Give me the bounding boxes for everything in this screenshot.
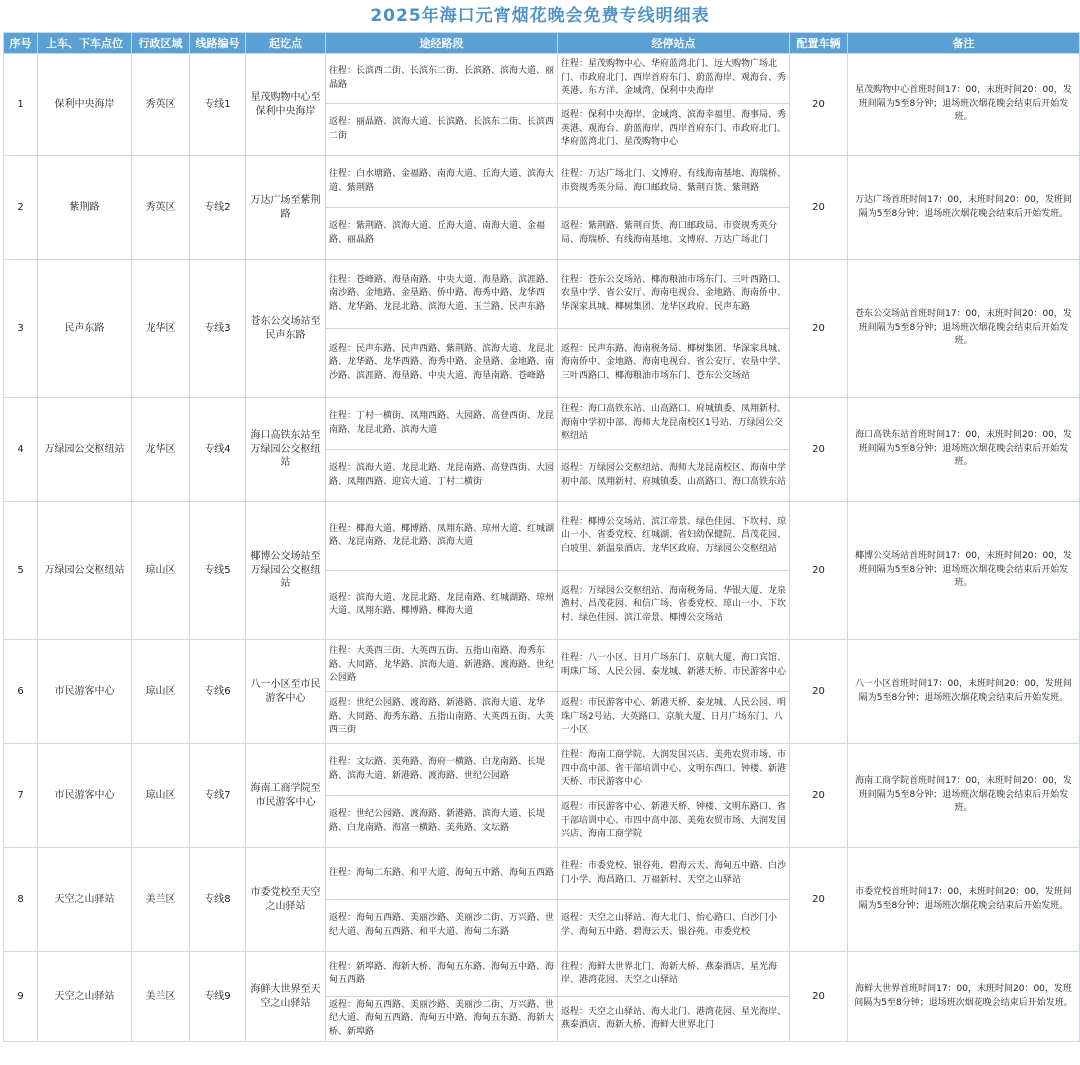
row-note: 海南工商学院首班时间17：00，末班时间20：00，发班间隔为5至8分钟；退场班次烟花晚会结束后开始发班。 bbox=[848, 744, 1080, 848]
row-note: 海鲜大世界首班时间17：00，末班时间20：00，发班间隔为5至8分钟；退场班次烟花晚会结束后开始发班。 bbox=[848, 952, 1080, 1042]
row-route-back: 返程：海甸五西路、美丽沙路、美丽沙二街、万兴路、世纪大道、海甸五西路、和平大道、海甸二东路 bbox=[326, 900, 558, 952]
row-stops-back: 返程：保利中央海岸、金域湾、滨海幸福里、海事局、秀英港、观海台、蔚蓝海岸、西岸首府东门、市政府北门、华府蓝湾北门、星茂购物中心 bbox=[558, 104, 790, 156]
row-route-out: 往程：长滨西二街、长滨东二街、长滨路、滨海大道、丽晶路 bbox=[326, 54, 558, 104]
table-row bbox=[4, 156, 1080, 208]
row-point: 保利中央海岸 bbox=[38, 54, 132, 156]
row-no: 3 bbox=[4, 260, 38, 398]
row-no: 4 bbox=[4, 398, 38, 502]
row-stops-back: 返程：民声东路、海南税务局、椰树集团、华深家具城、海南侨中、金地路、海南电视台、省公安厅、农垦中学、三叶西路口、椰海粮油市场东门、苍东公交场站 bbox=[558, 329, 790, 398]
row-line: 专线1 bbox=[190, 54, 246, 156]
row-route-out: 往程：大英西三街、大英西五街、五指山南路、海秀东路、大同路、龙华路、滨海大道、新港路、渡海路、世纪公园路 bbox=[326, 640, 558, 692]
row-district: 美兰区 bbox=[132, 848, 190, 952]
table-row bbox=[4, 848, 1080, 900]
row-line: 专线6 bbox=[190, 640, 246, 744]
row-route-out: 往程：丁村一横街、凤翔西路、大园路、高登西街、龙昆南路、龙昆北路、滨海大道 bbox=[326, 398, 558, 450]
row-od: 椰博公交场站至万绿园公交枢纽站 bbox=[246, 502, 326, 640]
row-note: 市委党校首班时间17：00，末班时间20：00，发班间隔为5至8分钟；退场班次烟花晚会结束后开始发班。 bbox=[848, 848, 1080, 952]
header-row bbox=[4, 33, 1080, 54]
row-note: 海口高铁东站首班时间17：00，末班时间20：00，发班间隔为5至8分钟；退场班次烟花晚会结束后开始发班。 bbox=[848, 398, 1080, 502]
row-vehicles: 20 bbox=[790, 848, 848, 952]
row-stops-back: 返程：紫荆路、紫荆百货、海口邮政局、市资规秀英分局、海瑞桥、有线海南基地、文博府、万达广场北门 bbox=[558, 208, 790, 260]
row-line: 专线5 bbox=[190, 502, 246, 640]
row-route-out: 往程：文坛路、美苑路、海府一横路、白龙南路、长堤路、滨海大道、新港路、渡海路、世纪公园路 bbox=[326, 744, 558, 796]
row-point: 万绿园公交枢纽站 bbox=[38, 502, 132, 640]
row-od: 苍东公交场站至民声东路 bbox=[246, 260, 326, 398]
row-note: 椰博公交场站首班时间17：00，末班时间20：00，发班间隔为5至8分钟；退场班次烟花晚会结束后开始发班。 bbox=[848, 502, 1080, 640]
row-vehicles: 20 bbox=[790, 952, 848, 1042]
row-district: 龙华区 bbox=[132, 398, 190, 502]
row-vehicles: 20 bbox=[790, 156, 848, 260]
row-note: 万达广场首班时间17：00，末班时间20：00，发班间隔为5至8分钟；退场班次烟花晚会结束后开始发班。 bbox=[848, 156, 1080, 260]
row-line: 专线4 bbox=[190, 398, 246, 502]
row-stops-out: 往程：星茂购物中心、华府蓝湾北门、远大购物广场北门、市政府北门、西岸首府东门、蔚蓝海岸、观海台、秀英港、东方洋、金域湾、保利中央海岸 bbox=[558, 54, 790, 104]
row-route-back: 返程：海甸五西路、美丽沙路、美丽沙二街、万兴路、世纪大道、海甸五西路、海甸五中路、海甸五东路、海新大桥、新埠路 bbox=[326, 997, 558, 1042]
row-route-back: 返程：民声东路、民声西路、紫荆路、滨海大道、龙昆北路、龙华路、龙华西路、海秀中路、金垦路、金地路、南沙路、滨涯路、海垦路、中央大道、海垦南路、苍峰路 bbox=[326, 329, 558, 398]
header-point: 上车、下车点位 bbox=[38, 33, 132, 54]
row-no: 6 bbox=[4, 640, 38, 744]
row-stops-back: 返程：天空之山驿站、海大北门、港湾花园、星光海岸、燕泰酒店、海新大桥、海鲜大世界北门 bbox=[558, 997, 790, 1042]
row-route-back: 返程：紫荆路、滨海大道、丘海大道、南海大道、金福路、丽晶路 bbox=[326, 208, 558, 260]
row-no: 7 bbox=[4, 744, 38, 848]
row-stops-back: 返程：万绿园公交枢纽站、海南税务局、华银大厦、龙泉渔村、昌茂花园、和信广场、省委党校、琼山一小、下坎村、绿色佳园、滨江帝景、椰博公交场站 bbox=[558, 571, 790, 640]
row-point: 万绿园公交枢纽站 bbox=[38, 398, 132, 502]
row-point: 民声东路 bbox=[38, 260, 132, 398]
row-line: 专线2 bbox=[190, 156, 246, 260]
table-row bbox=[4, 502, 1080, 571]
row-vehicles: 20 bbox=[790, 54, 848, 156]
table-row bbox=[4, 744, 1080, 796]
row-line: 专线7 bbox=[190, 744, 246, 848]
row-point: 市民游客中心 bbox=[38, 744, 132, 848]
row-stops-back: 返程：万绿园公交枢纽站、海师大龙昆南校区、海南中学初中部、凤翔新村、府城镇委、山高路口、海口高铁东站 bbox=[558, 450, 790, 502]
row-stops-out: 往程：市委党校、银谷苑、碧海云天、海甸五中路、白沙门小学、海昌路口、万福新村、天空之山驿站 bbox=[558, 848, 790, 900]
row-note: 苍东公交场站首班时间17：00，末班时间20：00，发班间隔为5至8分钟；退场班次烟花晚会结束后开始发班。 bbox=[848, 260, 1080, 398]
table-row bbox=[4, 398, 1080, 450]
row-line: 专线9 bbox=[190, 952, 246, 1042]
row-od: 八一小区至市民游客中心 bbox=[246, 640, 326, 744]
row-line: 专线8 bbox=[190, 848, 246, 952]
header-district: 行政区域 bbox=[132, 33, 190, 54]
row-note: 八一小区首班时间17：00，末班时间20：00，发班间隔为5至8分钟；退场班次烟花晚会结束后开始发班。 bbox=[848, 640, 1080, 744]
row-od: 市委党校至天空之山驿站 bbox=[246, 848, 326, 952]
row-od: 海口高铁东站至万绿园公交枢纽站 bbox=[246, 398, 326, 502]
row-stops-out: 往程：椰博公交场站、滨江帝景、绿色佳园、下坎村、琼山一小、省委党校、红城湖、省妇幼保健院、昌茂花园、白坡里、新温泉酒店、龙华区政府、万绿园公交枢纽站 bbox=[558, 502, 790, 571]
header-note: 备注 bbox=[848, 33, 1080, 54]
table-row bbox=[4, 640, 1080, 692]
row-district: 琼山区 bbox=[132, 744, 190, 848]
row-district: 秀英区 bbox=[132, 156, 190, 260]
row-od: 海鲜大世界至天空之山驿站 bbox=[246, 952, 326, 1042]
page-title: 2025年海口元宵烟花晚会免费专线明细表 bbox=[370, 6, 710, 26]
row-district: 美兰区 bbox=[132, 952, 190, 1042]
row-vehicles: 20 bbox=[790, 744, 848, 848]
row-route-back: 返程：世纪公园路、渡海路、新港路、滨海大道、长堤路、白龙南路、海富一横路、美苑路、文坛路 bbox=[326, 796, 558, 848]
row-point: 市民游客中心 bbox=[38, 640, 132, 744]
table-body bbox=[4, 54, 1080, 1042]
row-route-out: 往程：海甸二东路、和平大道、海甸五中路、海甸五西路 bbox=[326, 848, 558, 900]
row-point: 天空之山驿站 bbox=[38, 848, 132, 952]
row-no: 5 bbox=[4, 502, 38, 640]
row-district: 琼山区 bbox=[132, 502, 190, 640]
row-route-out: 往程：椰海大道、椰博路、凤翔东路、琼州大道、红城湖路、龙昆南路、龙昆北路、滨海大道 bbox=[326, 502, 558, 571]
row-od: 万达广场至紫荆路 bbox=[246, 156, 326, 260]
row-vehicles: 20 bbox=[790, 640, 848, 744]
row-route-back: 返程：世纪公园路、渡海路、新港路、滨海大道、龙华路、大同路、海秀东路、五指山南路、大英西五街、大英西三街 bbox=[326, 692, 558, 744]
row-od: 海南工商学院至市民游客中心 bbox=[246, 744, 326, 848]
row-vehicles: 20 bbox=[790, 398, 848, 502]
header-vehicles: 配置车辆 bbox=[790, 33, 848, 54]
row-point: 天空之山驿站 bbox=[38, 952, 132, 1042]
row-stops-out: 往程：万达广场北门、文博府、有线海南基地、海瑞桥、市资规秀英分局、海口邮政局、紫荆百货、紫荆路 bbox=[558, 156, 790, 208]
row-stops-out: 往程：海口高铁东站、山高路口、府城镇委、凤翔新村、海南中学初中部、海师大龙昆南校区1号站、万绿园公交枢纽站 bbox=[558, 398, 790, 450]
row-no: 9 bbox=[4, 952, 38, 1042]
header-stops: 经停站点 bbox=[558, 33, 790, 54]
header-route: 途经路段 bbox=[326, 33, 558, 54]
header-line: 线路编号 bbox=[190, 33, 246, 54]
row-route-out: 往程：新埠路、海新大桥、海甸五东路、海甸五中路、海甸五西路 bbox=[326, 952, 558, 997]
row-vehicles: 20 bbox=[790, 260, 848, 398]
row-no: 2 bbox=[4, 156, 38, 260]
row-route-back: 返程：滨海大道、龙昆北路、龙昆南路、高登西街、大园路、凤翔西路、迎宾大道、丁村二横街 bbox=[326, 450, 558, 502]
header-no: 序号 bbox=[4, 33, 38, 54]
row-line: 专线3 bbox=[190, 260, 246, 398]
row-district: 琼山区 bbox=[132, 640, 190, 744]
row-od: 星茂购物中心至保利中央海岸 bbox=[246, 54, 326, 156]
header-od: 起讫点 bbox=[246, 33, 326, 54]
row-point: 紫荆路 bbox=[38, 156, 132, 260]
row-route-out: 往程：苍峰路、海垦南路、中央大道、海垦路、滨涯路、南沙路、金地路、金垦路、侨中路、海秀中路、龙华西路、龙华路、龙昆北路、滨海大道、玉兰路、民声东路 bbox=[326, 260, 558, 329]
row-stops-out: 往程：苍东公交场站、椰海粮油市场东门、三叶西路口、农垦中学、省公安厅、海南电视台、金地路、海南侨中、华深家具城、椰树集团、龙华区政府、民声东路 bbox=[558, 260, 790, 329]
row-no: 8 bbox=[4, 848, 38, 952]
row-district: 秀英区 bbox=[132, 54, 190, 156]
row-stops-back: 返程：市民游客中心、新港天桥、泰龙城、人民公园、明珠广场2号站、大英路口、京航大厦、日月广场东门、八一小区 bbox=[558, 692, 790, 744]
bus-line-table bbox=[3, 32, 1080, 1042]
row-stops-out: 往程：海鲜大世界北门、海新大桥、燕泰酒店、星光海岸、港湾花园、天空之山驿站 bbox=[558, 952, 790, 997]
row-route-back: 返程：丽晶路、滨海大道、长滨路、长滨东二街、长滨西二街 bbox=[326, 104, 558, 156]
row-route-out: 往程：白水塘路、金福路、南海大道、丘海大道、滨海大道、紫荆路 bbox=[326, 156, 558, 208]
row-no: 1 bbox=[4, 54, 38, 156]
row-stops-out: 往程：八一小区、日月广场东门、京航大厦、海口宾馆、明珠广场、人民公园、泰龙城、新港天桥、市民游客中心 bbox=[558, 640, 790, 692]
row-note: 星茂购物中心首班时间17：00，末班时间20：00，发班间隔为5至8分钟；退场班次烟花晚会结束后开始发班。 bbox=[848, 54, 1080, 156]
table-row bbox=[4, 260, 1080, 329]
row-route-back: 返程：滨海大道、龙昆北路、龙昆南路、红城湖路、琼州大道、凤翔东路、椰博路、椰海大道 bbox=[326, 571, 558, 640]
row-stops-back: 返程：天空之山驿站、海大北门、怡心路口、白沙门小学、海甸五中路、碧海云天、银谷苑、市委党校 bbox=[558, 900, 790, 952]
row-stops-back: 返程：市民游客中心、新港天桥、钟楼、文明东路口、省干部培训中心、市四中高中部、美苑农贸市场、大润发国兴店、海南工商学院 bbox=[558, 796, 790, 848]
row-stops-out: 往程：海南工商学院、大润发国兴店、美苑农贸市场、市四中高中部、省干部培训中心、文明东西口、钟楼、新港天桥、市民游客中心 bbox=[558, 744, 790, 796]
row-district: 龙华区 bbox=[132, 260, 190, 398]
table-row bbox=[4, 54, 1080, 104]
row-vehicles: 20 bbox=[790, 502, 848, 640]
table-row bbox=[4, 952, 1080, 997]
